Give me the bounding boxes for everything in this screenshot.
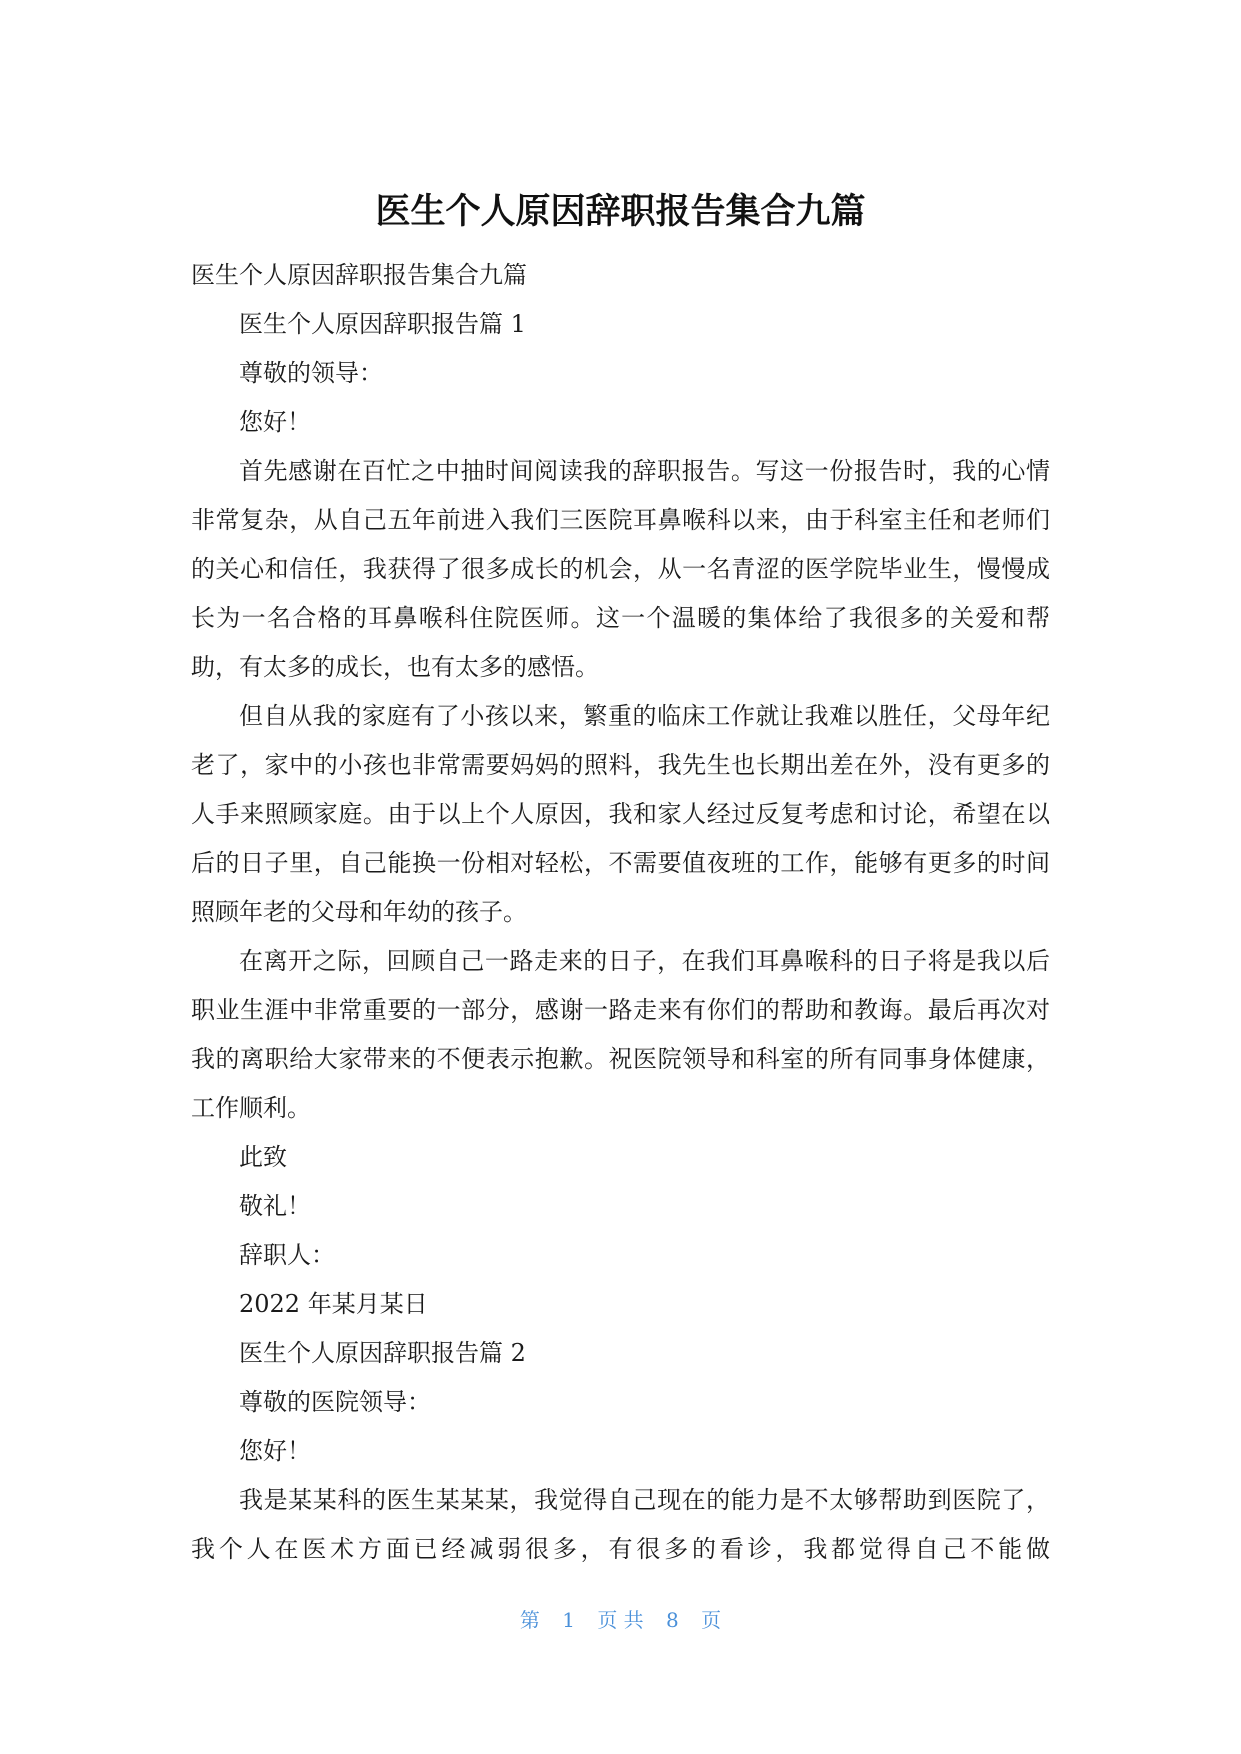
body-paragraph: 在离开之际，回顾自己一路走来的日子，在我们耳鼻喉科的日子将是我以后职业生涯中非常重要的一部分，感谢一路走来有你们的帮助和教诲。最后再次对我的离职给大家带来的不便表示抱歉。祝医院领导和科室的所有同事身体健康，工作顺利。 (191, 947, 1050, 1122)
closing-phrase: 此致 (239, 1143, 287, 1171)
signature-label: 辞职人： (239, 1241, 335, 1269)
body-paragraph: 首先感谢在百忙之中抽时间阅读我的辞职报告。写这一份报告时，我的心情非常复杂，从自己五年前进入我们三医院耳鼻喉科以来，由于科室主任和老师们的关心和信任，我获得了很多成长的机会，从一名青涩的医学院毕业生，慢慢成长为一名合格的耳鼻喉科住院医师。这一个温暖的集体给了我很多的关爱和帮助，有太多的成长，也有太多的感悟。 (191, 457, 1050, 681)
subtitle-paragraph: 医生个人原因辞职报告集合九篇 (191, 261, 527, 289)
total-pages-number: 8 (666, 1608, 679, 1632)
page-footer (0, 1606, 1241, 1634)
document-body (191, 251, 1050, 1574)
page-label-suffix: 页 (701, 1608, 722, 1632)
date-line: 2022 年某月某日 (239, 1290, 428, 1318)
page-label-mid: 页 共 (597, 1608, 644, 1632)
greeting: 您好！ (239, 1437, 311, 1465)
greeting: 您好！ (239, 408, 311, 436)
section-heading-2: 医生个人原因辞职报告篇 2 (239, 1339, 526, 1367)
salutation: 尊敬的领导： (239, 359, 383, 387)
salutation: 尊敬的医院领导： (239, 1388, 431, 1416)
body-paragraph: 但自从我的家庭有了小孩以来，繁重的临床工作就让我难以胜任，父母年纪老了，家中的小孩也非常需要妈妈的照料，我先生也长期出差在外，没有更多的人手来照顾家庭。由于以上个人原因，我和家人经过反复考虑和讨论，希望在以后的日子里，自己能换一份相对轻松，不需要值夜班的工作，能够有更多的时间照顾年老的父母和年幼的孩子。 (191, 702, 1050, 926)
section-heading-1: 医生个人原因辞职报告篇 1 (239, 310, 526, 338)
document-title: 医生个人原因辞职报告集合九篇 (375, 192, 866, 232)
page-label-prefix: 第 (519, 1608, 540, 1632)
body-paragraph: 我是某某科的医生某某某，我觉得自己现在的能力是不太够帮助到医院了，我个人在医术方面已经减弱很多，有很多的看诊，我都觉得自己不能做 (191, 1486, 1050, 1563)
current-page-number: 1 (562, 1608, 575, 1632)
closing-salute: 敬礼！ (239, 1192, 311, 1220)
